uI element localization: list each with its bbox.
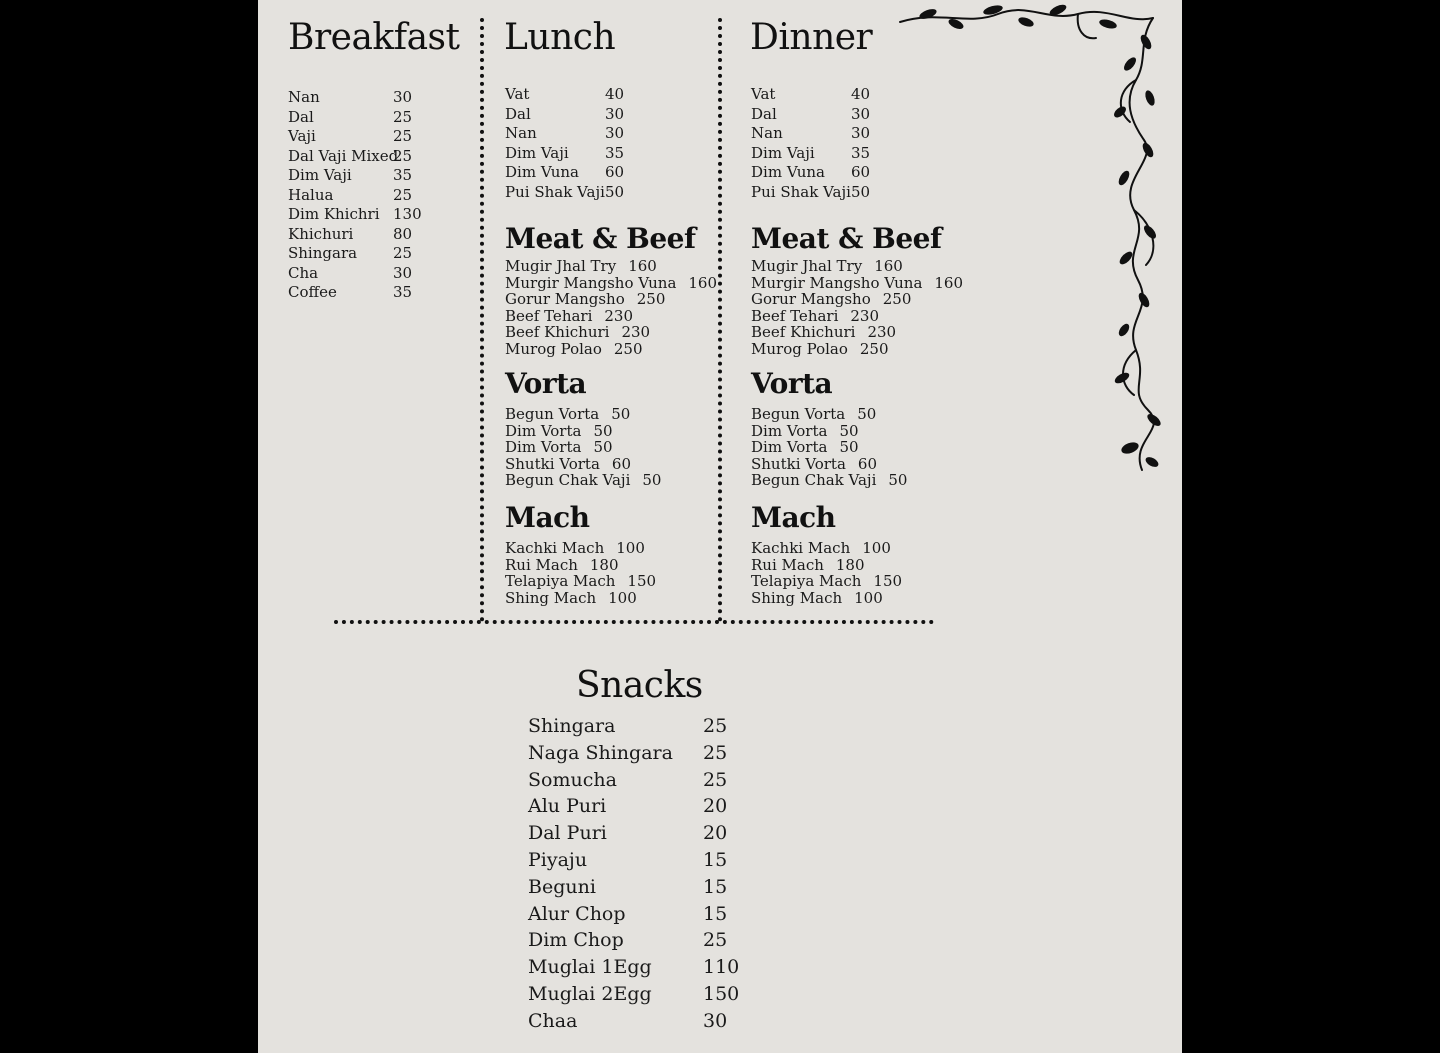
- item-price: 230: [621, 323, 651, 342]
- item-name: Dim Vuna: [505, 163, 579, 181]
- item-name: Gorur Mangsho: [751, 290, 871, 309]
- item-price: 30: [851, 104, 871, 123]
- menu-item: [751, 183, 870, 203]
- item-price: 35: [393, 283, 413, 301]
- item-price: 30: [605, 104, 625, 123]
- item-name: Dim Chop: [528, 929, 624, 952]
- item-name: Dal Puri: [528, 822, 607, 845]
- item-name: Shing Mach: [751, 588, 843, 607]
- lunch-title: Lunch: [504, 17, 616, 58]
- menu-item: [288, 205, 422, 225]
- menu-item: [505, 456, 661, 473]
- item-price: 25: [703, 768, 728, 791]
- menu-item: [751, 439, 907, 456]
- item-price: 250: [613, 339, 643, 358]
- menu-item: [505, 291, 717, 308]
- item-price: 20: [703, 822, 728, 845]
- menu-item: [751, 124, 870, 144]
- menu-item: [288, 225, 422, 245]
- menu-item: [288, 264, 422, 284]
- item-price: 230: [850, 306, 880, 325]
- item-name: Begun Chak Vaji: [505, 471, 631, 490]
- lunch-basics-list: [505, 85, 624, 202]
- item-name: Halua: [288, 185, 334, 204]
- menu-item: [505, 144, 624, 164]
- dinner-vorta-title: Vorta: [751, 367, 833, 400]
- item-name: Telapiya Mach: [505, 572, 616, 591]
- dinner-mach-list: [751, 540, 902, 606]
- item-name: Muglai 1Egg: [528, 956, 652, 979]
- item-name: Beef Khichuri: [505, 323, 610, 342]
- item-name: Rui Mach: [505, 555, 578, 574]
- item-name: Vat: [505, 85, 530, 103]
- item-name: Beef Tehari: [751, 306, 839, 325]
- item-name: Nan: [751, 124, 783, 142]
- menu-item: [505, 324, 717, 341]
- menu-item: [505, 472, 661, 489]
- item-price: 180: [835, 555, 865, 574]
- item-price: 25: [393, 127, 413, 145]
- menu-item: [751, 105, 870, 125]
- item-price: 50: [593, 421, 613, 440]
- dinner-vorta-list: [751, 406, 907, 489]
- item-price: 35: [605, 143, 625, 162]
- dinner-title: Dinner: [750, 17, 873, 58]
- menu-item: [505, 423, 661, 440]
- item-price: 25: [703, 929, 728, 952]
- item-price: 50: [839, 438, 859, 457]
- item-price: 25: [393, 185, 413, 204]
- dinner-meat-title: Meat & Beef: [751, 222, 942, 255]
- menu-item: [505, 406, 661, 423]
- menu-item: [528, 767, 739, 794]
- menu-item: [751, 472, 907, 489]
- item-name: Chaa: [528, 1009, 578, 1032]
- item-price: 40: [605, 85, 625, 103]
- menu-item: [288, 244, 422, 264]
- item-price: 180: [589, 555, 619, 574]
- menu-item: [505, 573, 656, 590]
- item-name: Khichuri: [288, 224, 354, 243]
- item-name: Dim Vorta: [505, 438, 582, 457]
- menu-item: [288, 108, 422, 128]
- menu-item: [288, 283, 422, 303]
- dinner-mach-title: Mach: [751, 501, 836, 534]
- item-price: 15: [703, 848, 728, 871]
- item-name: Piyaju: [528, 848, 588, 871]
- item-price: 50: [888, 471, 908, 490]
- item-name: Dim Vuna: [751, 163, 825, 181]
- menu-item: [528, 847, 739, 874]
- item-price: 100: [854, 588, 883, 607]
- item-name: Nan: [505, 124, 537, 142]
- item-price: 100: [616, 539, 645, 557]
- item-price: 150: [703, 982, 740, 1005]
- divider-right: [718, 18, 722, 622]
- menu-item: [505, 258, 717, 275]
- item-name: Dal: [288, 107, 314, 126]
- item-price: 25: [393, 146, 413, 165]
- item-name: Dim Vorta: [751, 421, 828, 440]
- item-name: Telapiya Mach: [751, 572, 862, 591]
- item-name: Beguni: [528, 875, 596, 898]
- menu-item: [505, 275, 717, 292]
- menu-item: [288, 166, 422, 186]
- item-name: Begun Chak Vaji: [751, 471, 877, 490]
- item-name: Vat: [751, 85, 776, 103]
- menu-item: [528, 740, 739, 767]
- item-price: 15: [703, 875, 728, 898]
- menu-item: [751, 144, 870, 164]
- item-price: 230: [867, 323, 897, 342]
- lunch-meat-list: [505, 258, 717, 358]
- menu-item: [288, 127, 422, 147]
- item-price: 150: [627, 572, 657, 591]
- item-name: Beef Khichuri: [751, 323, 856, 342]
- item-price: 30: [703, 1009, 728, 1032]
- item-price: 160: [934, 273, 964, 292]
- menu-page: [258, 0, 1182, 1053]
- item-price: 30: [393, 263, 413, 282]
- menu-item: [505, 183, 624, 203]
- item-name: Murgir Mangsho Vuna: [751, 273, 923, 292]
- item-price: 60: [851, 163, 871, 181]
- item-name: Kachki Mach: [505, 539, 605, 557]
- menu-item: [505, 557, 656, 574]
- item-name: Dim Vorta: [751, 438, 828, 457]
- menu-item: [505, 590, 656, 607]
- lunch-mach-list: [505, 540, 656, 606]
- item-name: Dim Vaji: [505, 143, 569, 162]
- item-price: 250: [636, 290, 666, 309]
- menu-item: [528, 713, 739, 740]
- item-price: 25: [703, 741, 728, 764]
- menu-item: [751, 590, 902, 607]
- item-name: Shing Mach: [505, 588, 597, 607]
- item-price: 100: [608, 588, 637, 607]
- vine-icon: [898, 0, 1182, 480]
- item-name: Dal Vaji Mixed: [288, 146, 399, 165]
- menu-item: [505, 341, 717, 358]
- dinner-basics-list: [751, 85, 870, 202]
- item-name: Shutki Vorta: [751, 454, 846, 473]
- item-price: 250: [859, 339, 889, 358]
- breakfast-title: Breakfast: [288, 17, 460, 58]
- item-name: Rui Mach: [751, 555, 824, 574]
- item-name: Shingara: [528, 715, 616, 737]
- menu-item: [505, 439, 661, 456]
- item-price: 30: [393, 88, 413, 106]
- item-price: 30: [605, 124, 625, 142]
- item-price: 80: [393, 224, 413, 243]
- menu-item: [751, 85, 870, 105]
- item-price: 50: [605, 182, 625, 201]
- item-name: Pui Shak Vaji: [751, 182, 851, 201]
- menu-item: [751, 406, 907, 423]
- item-price: 150: [873, 572, 903, 591]
- item-price: 35: [851, 143, 871, 162]
- item-name: Dal: [751, 104, 777, 123]
- item-name: Beef Tehari: [505, 306, 593, 325]
- item-name: Nan: [288, 88, 320, 106]
- menu-item: [528, 901, 739, 928]
- menu-item: [528, 1008, 739, 1035]
- item-name: Murog Polao: [751, 339, 848, 358]
- item-price: 60: [857, 454, 878, 473]
- menu-item: [288, 147, 422, 167]
- item-name: Dim Khichri: [288, 205, 380, 223]
- item-price: 25: [393, 107, 413, 126]
- breakfast-list: [288, 88, 422, 303]
- item-name: Pui Shak Vaji: [505, 182, 605, 201]
- item-price: 50: [593, 438, 613, 457]
- lunch-vorta-list: [505, 406, 661, 489]
- menu-item: [288, 186, 422, 206]
- item-price: 30: [851, 124, 871, 142]
- menu-item: [528, 874, 739, 901]
- item-price: 35: [393, 166, 413, 184]
- item-name: Kachki Mach: [751, 539, 851, 557]
- item-name: Mugir Jhal Try: [505, 257, 617, 275]
- item-name: Murgir Mangsho Vuna: [505, 273, 677, 292]
- menu-item: [505, 105, 624, 125]
- item-name: Dal: [505, 104, 531, 123]
- lunch-mach-title: Mach: [505, 501, 590, 534]
- menu-item: [751, 423, 907, 440]
- menu-item: [505, 308, 717, 325]
- item-price: 60: [611, 454, 632, 473]
- item-name: Naga Shingara: [528, 741, 673, 764]
- item-name: Gorur Mangsho: [505, 290, 625, 309]
- item-name: Dim Vaji: [288, 166, 352, 184]
- item-price: 100: [862, 539, 891, 557]
- item-price: 25: [703, 715, 728, 737]
- menu-item: [528, 981, 739, 1008]
- item-price: 60: [605, 163, 625, 181]
- item-price: 25: [393, 244, 413, 262]
- divider-horizontal: [334, 620, 934, 624]
- menu-item: [528, 820, 739, 847]
- item-name: Muglai 2Egg: [528, 982, 652, 1005]
- item-name: Dim Vaji: [751, 143, 815, 162]
- item-name: Murog Polao: [505, 339, 602, 358]
- item-price: 20: [703, 795, 728, 818]
- snacks-title: Snacks: [576, 665, 703, 706]
- item-price: 50: [851, 182, 871, 201]
- item-name: Shingara: [288, 244, 358, 262]
- menu-item: [528, 927, 739, 954]
- item-name: Dim Vorta: [505, 421, 582, 440]
- menu-item: [528, 793, 739, 820]
- item-name: Begun Vorta: [751, 405, 846, 423]
- item-price: 160: [874, 257, 903, 275]
- menu-item: [505, 163, 624, 183]
- snacks-list: [528, 713, 739, 1035]
- item-name: Coffee: [288, 283, 337, 301]
- item-price: 50: [611, 405, 631, 423]
- divider-left: [480, 18, 484, 622]
- item-name: Vaji: [288, 127, 316, 145]
- menu-item: [751, 573, 902, 590]
- item-price: 50: [839, 421, 859, 440]
- menu-item: [751, 557, 902, 574]
- item-price: 250: [882, 290, 912, 309]
- menu-item: [505, 85, 624, 105]
- menu-item: [751, 163, 870, 183]
- item-name: Cha: [288, 263, 319, 282]
- item-name: Alu Puri: [528, 795, 607, 818]
- menu-item: [505, 124, 624, 144]
- item-price: 40: [851, 85, 871, 103]
- item-price: 160: [628, 257, 657, 275]
- item-name: Shutki Vorta: [505, 454, 600, 473]
- item-price: 130: [393, 205, 422, 223]
- menu-item: [528, 954, 739, 981]
- item-price: 15: [703, 902, 728, 925]
- menu-item: [288, 88, 422, 108]
- item-price: 50: [642, 471, 662, 490]
- lunch-meat-title: Meat & Beef: [505, 222, 696, 255]
- item-name: Alur Chop: [528, 902, 626, 925]
- item-price: 50: [857, 405, 877, 423]
- item-price: 160: [688, 273, 718, 292]
- item-price: 230: [604, 306, 634, 325]
- item-price: 110: [703, 956, 740, 979]
- item-name: Somucha: [528, 768, 617, 791]
- menu-item: [505, 540, 656, 557]
- item-name: Begun Vorta: [505, 405, 600, 423]
- menu-item: [751, 456, 907, 473]
- item-name: Mugir Jhal Try: [751, 257, 863, 275]
- menu-item: [751, 540, 902, 557]
- lunch-vorta-title: Vorta: [505, 367, 587, 400]
